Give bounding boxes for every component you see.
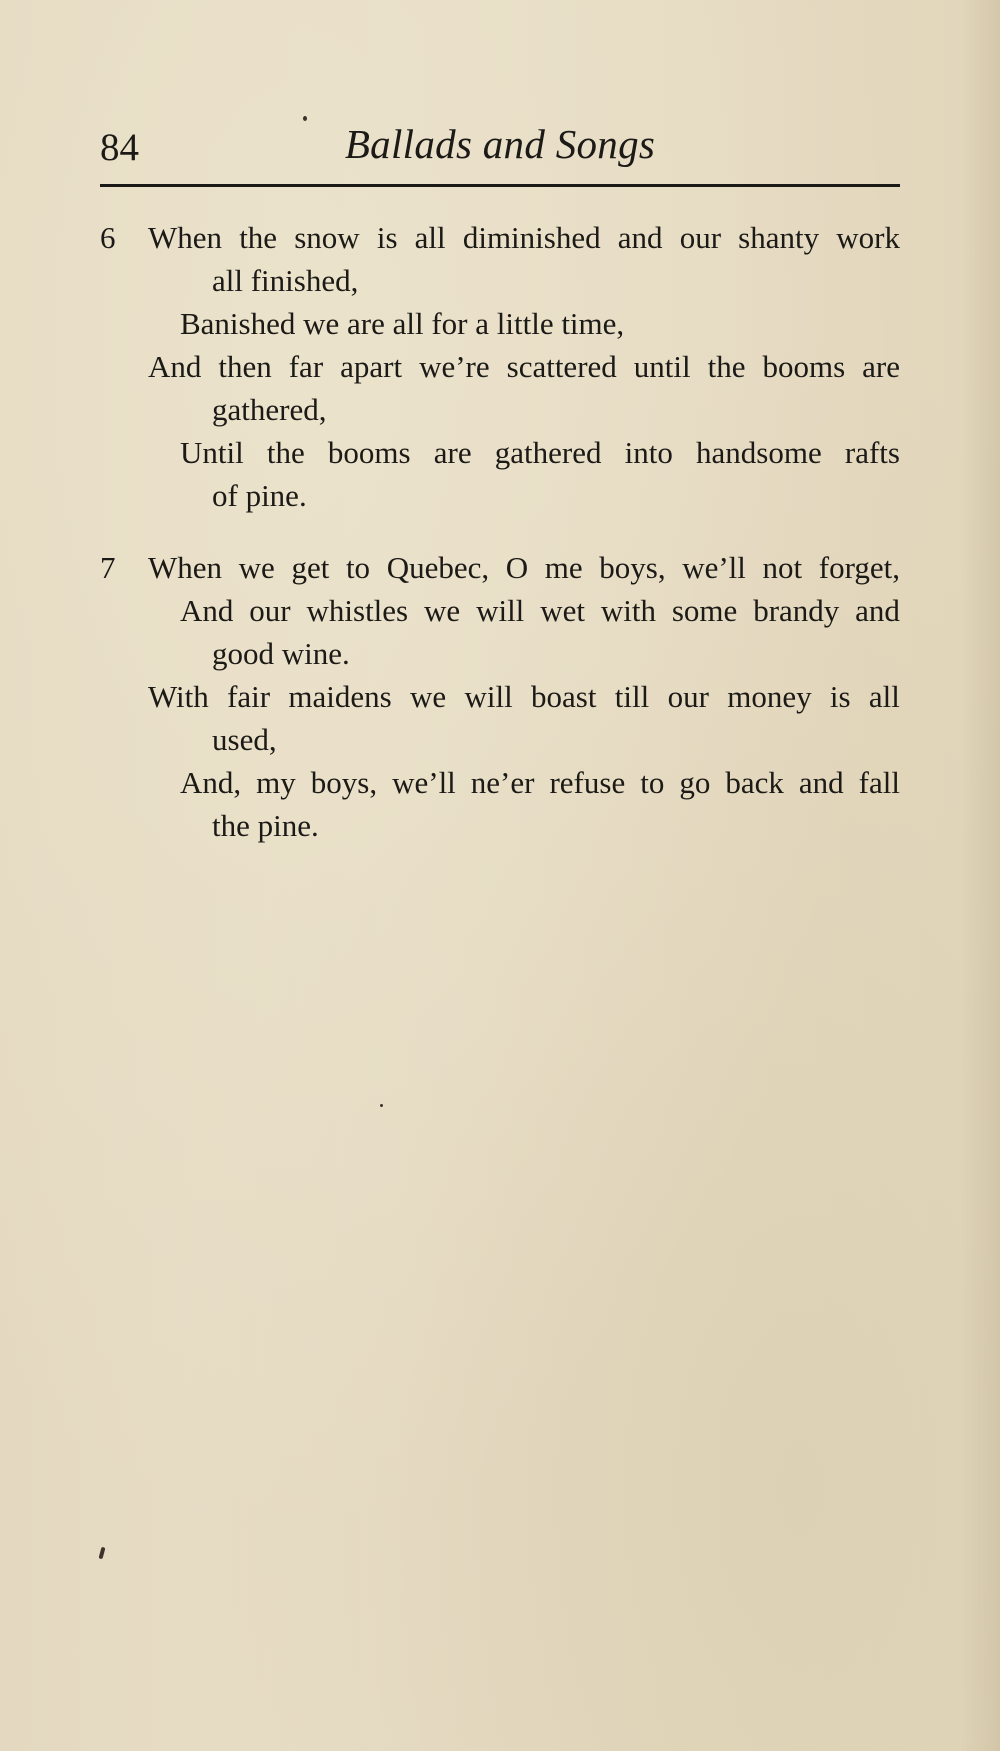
verse-word: When: [148, 550, 223, 585]
verse-word: with: [600, 593, 656, 628]
verse-word: snow: [294, 220, 360, 255]
verse-word: are: [433, 435, 472, 470]
verse-word: to: [640, 765, 665, 800]
verse-word: forget,: [818, 550, 900, 585]
verse-word: some: [671, 593, 738, 628]
verse-word: and: [617, 220, 663, 255]
stanza-number: 6: [100, 220, 116, 255]
verse-word: work: [836, 220, 900, 255]
verse-word: our: [679, 220, 722, 255]
verse-word: we: [424, 593, 461, 628]
verse-word: is: [376, 220, 398, 255]
verse-word: With: [148, 679, 209, 714]
verse-word: will: [464, 679, 513, 714]
verse-word: and: [798, 765, 844, 800]
verse-word: until: [633, 349, 691, 384]
verse-word: apart: [340, 349, 403, 384]
verse-word: we’ll: [392, 765, 456, 800]
verse-word: are: [862, 349, 900, 384]
verse-word: me: [544, 550, 583, 585]
verse-word: my: [256, 765, 296, 800]
page-header: [100, 118, 900, 186]
verse-word: wet: [540, 593, 585, 628]
verse-word: fair: [227, 679, 271, 714]
verse-line: [100, 761, 900, 804]
verse-line-continuation: of pine.: [212, 478, 307, 513]
verse-word: gathered: [494, 435, 602, 470]
verse-line: Banished we are all for a little time,: [180, 306, 625, 341]
verse-word: And: [180, 593, 234, 628]
verse-word: booms: [327, 435, 411, 470]
verse-word: to: [345, 550, 371, 585]
stanza-7: [100, 546, 900, 847]
verse-line-continuation: good wine.: [212, 636, 350, 671]
page-number: 84: [100, 126, 139, 169]
verse-line: [100, 546, 900, 589]
verse-word: Quebec,: [386, 550, 490, 585]
verse-word: the: [707, 349, 746, 384]
verse-word: we’re: [419, 349, 490, 384]
running-head: Ballads and Songs: [344, 121, 656, 167]
verse-line: [100, 345, 900, 388]
verse-word: ne’er: [470, 765, 535, 800]
verse-word: all: [868, 679, 900, 714]
verse-word: scattered: [506, 349, 617, 384]
verse-word: the: [266, 435, 305, 470]
verse-word: booms: [762, 349, 846, 384]
verse-line: [100, 589, 900, 632]
verse-word: into: [624, 435, 673, 470]
verse-word: And,: [180, 765, 242, 800]
verse-word: will: [476, 593, 525, 628]
verse-word: diminished: [462, 220, 601, 255]
verse-line: [100, 216, 900, 259]
verse-word: When: [148, 220, 223, 255]
verse-word: O: [505, 550, 529, 585]
paper-speck: [380, 1104, 383, 1107]
verse-line: [100, 431, 900, 474]
verse-word: far: [288, 349, 324, 384]
verse-word: boast: [531, 679, 597, 714]
verse-word: fall: [858, 765, 900, 800]
verse-word: go: [679, 765, 711, 800]
verse-word: refuse: [549, 765, 626, 800]
verse-word: back: [725, 765, 784, 800]
paper-speck: [99, 1547, 106, 1560]
verse-word: all: [414, 220, 446, 255]
verse-word: our: [249, 593, 291, 628]
verse-word: is: [829, 679, 851, 714]
stanza-6: [100, 216, 900, 517]
stanza-number: 7: [100, 550, 116, 585]
verse-word: we: [410, 679, 447, 714]
verse-word: the: [239, 220, 278, 255]
verse-word: we’ll: [682, 550, 746, 585]
header-rule: [100, 184, 900, 187]
verse-word: not: [762, 550, 803, 585]
verse-word: Until: [180, 435, 244, 470]
verse-word: boys,: [599, 550, 666, 585]
verse-line-continuation: the pine.: [212, 808, 319, 843]
verse-line-continuation: used,: [212, 722, 277, 757]
verse-word: and: [855, 593, 900, 628]
verse-word: we: [238, 550, 275, 585]
verse-line-continuation: all finished,: [212, 263, 359, 298]
verse-word: handsome: [696, 435, 822, 470]
verse-word: rafts: [844, 435, 900, 470]
verse-word: whistles: [306, 593, 409, 628]
verse-word: money: [727, 679, 812, 714]
verse-word: then: [218, 349, 272, 384]
verse-line-continuation: gathered,: [212, 392, 327, 427]
verse-word: brandy: [753, 593, 840, 628]
paper-speck: [303, 116, 307, 121]
verse-word: shanty: [738, 220, 820, 255]
verse-word: get: [291, 550, 330, 585]
verse-word: And: [148, 349, 202, 384]
verse-word: our: [667, 679, 709, 714]
verse-line: [100, 675, 900, 718]
verse-word: boys,: [310, 765, 378, 800]
verse-word: till: [614, 679, 650, 714]
verse-word: maidens: [288, 679, 392, 714]
